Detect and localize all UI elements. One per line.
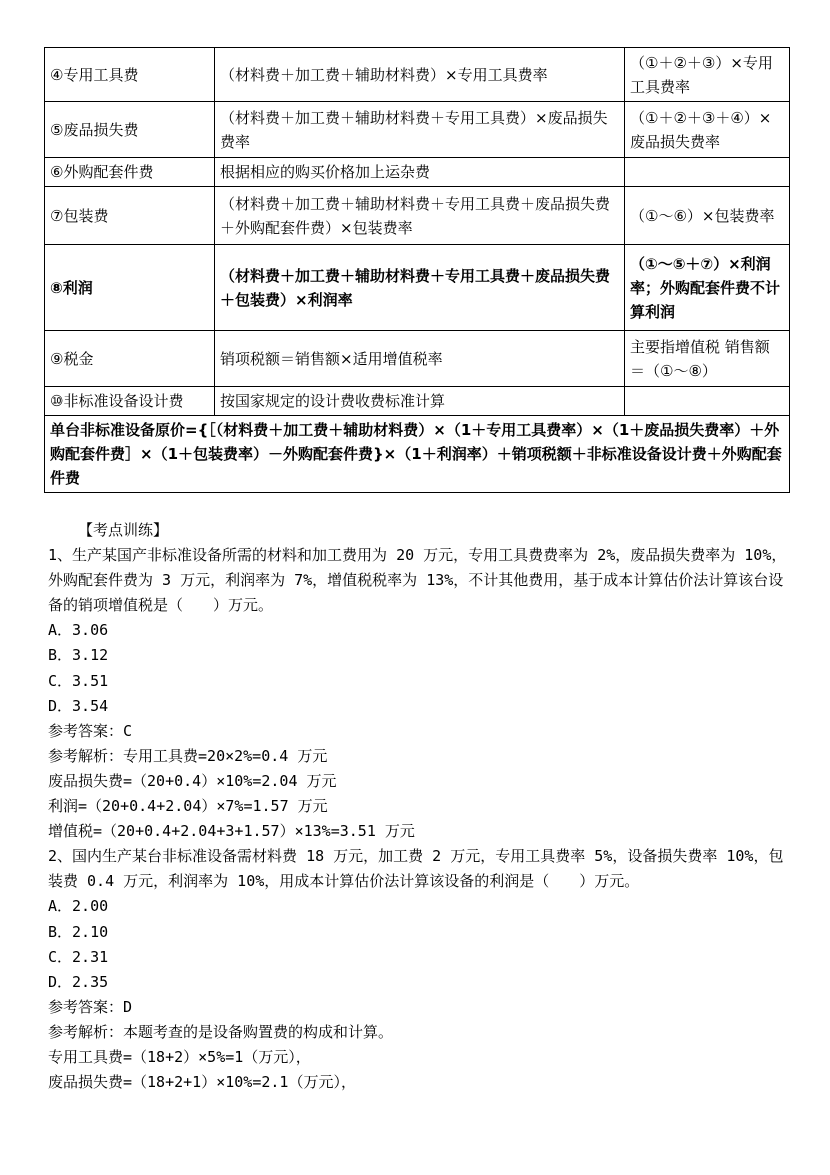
fee-note	[625, 158, 790, 187]
fee-name: ⑦包装费	[45, 187, 215, 245]
fee-formula: （材料费＋加工费＋辅助材料费＋专用工具费）×废品损失费率	[215, 102, 625, 158]
fee-formula: （材料费＋加工费＋辅助材料费＋专用工具费＋废品损失费＋包装费）×利润率	[215, 245, 625, 331]
option: A．2.00	[48, 897, 109, 916]
fee-name: ⑩非标准设备设计费	[45, 387, 215, 416]
fee-note: 主要指增值税 销售额＝（①～⑧）	[625, 331, 790, 387]
table-row	[45, 48, 790, 102]
fee-name: ⑤废品损失费	[45, 102, 215, 158]
analysis-line: 参考解析：专用工具费=20×2%=0.4 万元	[48, 746, 328, 765]
summary-formula: 单台非标准设备原价={［（材料费＋加工费＋辅助材料费）×（1＋专用工具费率）×（1＋废品损失费率）＋外购配套件费］×（1＋包装费率）－外购配套件费}×（1＋利润率）＋销项税额＋非标准设备设计费＋外购配套件费	[45, 416, 790, 493]
analysis-line: 增值税=（20+0.4+2.04+3+1.57）×13%=3.51 万元	[48, 822, 415, 841]
answer: 参考答案：D	[48, 997, 133, 1016]
table-row	[45, 158, 790, 187]
fee-note: （①＋②＋③）×专用工具费率	[625, 48, 790, 102]
analysis-line: 废品损失费=（20+0.4）×10%=2.04 万元	[48, 771, 337, 790]
option: D．3.54	[48, 696, 109, 715]
option: C．3.51	[48, 671, 109, 690]
answer: 参考答案：C	[48, 721, 133, 740]
fee-note	[625, 387, 790, 416]
question-stem: 1、生产某国产非标准设备所需的材料和加工费用为 20 万元，专用工具费费率为 2%，废品损失费率为 10%，外购配套件费为 3 万元，利润率为 7%，增值税税率为 13%，不计其他费用，基于成本计算估价法计算该台设备的销项增值税是（ ）万元。	[48, 546, 787, 615]
fee-note: （①～⑥）×包装费率	[625, 187, 790, 245]
table-row	[45, 245, 790, 331]
fee-note: （①～⑤＋⑦）×利润率；外购配套件费不计算利润	[625, 245, 790, 331]
fee-formula: 按国家规定的设计费收费标准计算	[215, 387, 625, 416]
fee-formula: （材料费＋加工费＋辅助材料费）×专用工具费率	[215, 48, 625, 102]
fee-name: ④专用工具费	[45, 48, 215, 102]
table-row	[45, 387, 790, 416]
table-row	[45, 331, 790, 387]
analysis-line: 专用工具费=（18+2）×5%=1（万元），	[48, 1047, 311, 1066]
fee-table	[44, 47, 790, 493]
fee-name: ⑧利润	[45, 245, 215, 331]
question-stem: 2、国内生产某台非标准设备需材料费 18 万元，加工费 2 万元，专用工具费率 5%，设备损失费率 10%，包装费 0.4 万元，利润率为 10%，用成本计算估价法计算该设备的利润是（ ）万元。	[48, 847, 784, 891]
option: B．2.10	[48, 922, 109, 941]
exercise-content	[48, 518, 788, 1095]
option: B．3.12	[48, 646, 109, 665]
fee-formula: （材料费＋加工费＋辅助材料费＋专用工具费＋废品损失费＋外购配套件费）×包装费率	[215, 187, 625, 245]
section-title: 【考点训练】	[78, 521, 169, 539]
fee-name: ⑨税金	[45, 331, 215, 387]
fee-name: ⑥外购配套件费	[45, 158, 215, 187]
fee-note: （①＋②＋③＋④）×废品损失费率	[625, 102, 790, 158]
table-row	[45, 102, 790, 158]
option: D．2.35	[48, 972, 109, 991]
table-row	[45, 187, 790, 245]
summary-row	[45, 416, 790, 493]
analysis-line: 参考解析：本题考查的是设备购置费的构成和计算。	[48, 1022, 394, 1041]
analysis-line: 利润=（20+0.4+2.04）×7%=1.57 万元	[48, 797, 328, 816]
analysis-line: 废品损失费=（18+2+1）×10%=2.1（万元），	[48, 1073, 356, 1092]
option: A．3.06	[48, 621, 109, 640]
fee-formula: 销项税额＝销售额×适用增值税率	[215, 331, 625, 387]
option: C．2.31	[48, 947, 109, 966]
fee-formula: 根据相应的购买价格加上运杂费	[215, 158, 625, 187]
